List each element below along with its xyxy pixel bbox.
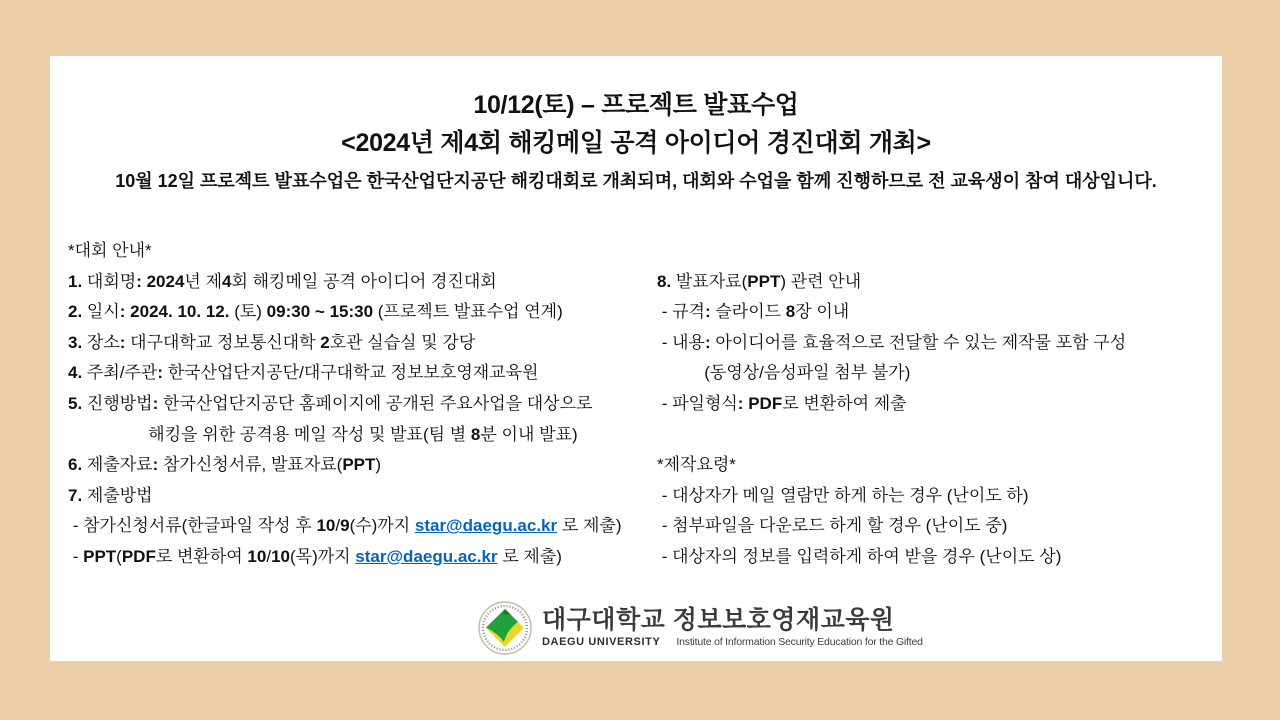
footer-logo bbox=[478, 601, 923, 655]
daegu-university-emblem bbox=[478, 601, 532, 655]
text-segment: (수)까지 bbox=[349, 516, 415, 536]
text-segment: 슬라이드 bbox=[710, 302, 786, 322]
text-segment: 진행방법 bbox=[82, 393, 153, 413]
list-line bbox=[68, 236, 648, 267]
text-segment: : bbox=[704, 332, 711, 352]
text-segment: 1. bbox=[68, 271, 83, 291]
list-line bbox=[657, 450, 1217, 481]
text-segment: 9 bbox=[340, 516, 350, 536]
text-segment: PDF bbox=[121, 546, 156, 566]
list-line bbox=[68, 267, 648, 298]
text-segment: 년 제 bbox=[184, 271, 222, 291]
text-segment: 일시 bbox=[82, 302, 120, 322]
text-segment: 7. bbox=[68, 485, 83, 505]
text-segment: 대회명 bbox=[82, 271, 137, 291]
text-segment: 10 bbox=[316, 516, 336, 536]
text-segment: : bbox=[737, 393, 744, 413]
page-title: 10/12(토) – 프로젝트 발표수업 bbox=[473, 91, 799, 119]
text-segment: - 파일형식 bbox=[657, 393, 738, 413]
text-segment: ) 관련 안내 bbox=[780, 271, 862, 291]
list-line bbox=[657, 389, 1217, 420]
text-segment: 분 이내 발표) bbox=[480, 424, 578, 444]
text-segment: 12. bbox=[205, 302, 230, 322]
text-segment: - 대상자가 메일 열람만 하게 하는 경우 (난이도 하) bbox=[657, 485, 1029, 505]
text-segment: ( bbox=[116, 546, 122, 566]
list-line bbox=[68, 297, 648, 328]
text-segment: (프로젝트 발표수업 연계) bbox=[373, 302, 563, 322]
text-segment: 로 변환하여 제출 bbox=[782, 393, 907, 413]
list-line bbox=[657, 481, 1217, 512]
text-segment: (목)까지 bbox=[289, 546, 356, 566]
contest-info-list bbox=[68, 236, 648, 573]
text-segment: - 첨부파일을 다운로드 하게 할 경우 (난이도 중) bbox=[657, 516, 1008, 536]
text-segment: - 규격 bbox=[657, 302, 705, 322]
text-segment: 4 bbox=[222, 271, 232, 291]
list-line bbox=[68, 328, 648, 359]
list-line bbox=[68, 511, 648, 542]
text-segment: : bbox=[157, 363, 163, 383]
logo-english-subtitle: Institute of Information Security Education for the Gifted bbox=[676, 636, 923, 648]
list-line bbox=[68, 481, 648, 512]
text-segment: : bbox=[119, 332, 126, 352]
text-segment: : bbox=[119, 302, 126, 322]
text-segment: 한국산업단지공단/대구대학교 정보보호영재교육원 bbox=[163, 363, 539, 383]
text-segment: - bbox=[68, 546, 84, 566]
logo-latin-name: DAEGU UNIVERSITY bbox=[542, 636, 661, 648]
text-segment: - 대상자의 정보를 입력하게 하여 받을 경우 (난이도 상) bbox=[657, 546, 1062, 566]
text-segment: 10. bbox=[177, 302, 202, 322]
text-segment: 10 bbox=[247, 546, 267, 566]
text-segment: PDF bbox=[748, 393, 783, 413]
list-line bbox=[657, 297, 1217, 328]
list-line bbox=[657, 420, 1217, 451]
text-segment: 로 제출) bbox=[497, 546, 562, 566]
text-segment: 한국산업단지공단 홈페이지에 공개된 주요사업을 대상으로 bbox=[158, 393, 593, 413]
email-link[interactable]: star@daegu.ac.kr bbox=[355, 546, 498, 566]
text-segment: 해킹을 위한 공격용 메일 작성 및 발표(팀 별 bbox=[68, 424, 471, 444]
list-line bbox=[657, 328, 1217, 359]
text-segment: 호관 실습실 및 강당 bbox=[329, 332, 476, 352]
text-segment: 6. bbox=[68, 455, 83, 475]
text-segment: : bbox=[152, 455, 159, 475]
text-segment: 대구대학교 정보통신대학 bbox=[125, 332, 321, 352]
text-segment: - 내용 bbox=[657, 332, 705, 352]
logo-subtitle-row bbox=[542, 636, 923, 648]
text-segment: / bbox=[266, 546, 272, 566]
page-subtitle: <2024년 제4회 해킹메일 공격 아이디어 경진대회 개최> bbox=[341, 129, 931, 157]
logo-text-block bbox=[542, 608, 923, 648]
text-segment: 로 제출) bbox=[557, 516, 622, 536]
text-segment: 참가신청서류, 발표자료( bbox=[158, 455, 343, 475]
text-segment: : bbox=[704, 302, 711, 322]
text-segment: (동영상/음성파일 첨부 불가) bbox=[657, 363, 911, 383]
text-segment: 제출방법 bbox=[82, 485, 153, 505]
text-segment: : bbox=[152, 393, 159, 413]
text-segment: (토) bbox=[229, 302, 267, 322]
text-segment: 로 변환하여 bbox=[155, 546, 248, 566]
list-line bbox=[657, 511, 1217, 542]
text-segment: PPT bbox=[747, 271, 781, 291]
text-segment: *대회 안내* bbox=[68, 241, 152, 260]
text-segment: : bbox=[136, 271, 142, 291]
text-segment: 제출자료 bbox=[82, 455, 153, 475]
text-segment: PPT bbox=[83, 546, 117, 566]
intro-text: 10월 12일 프로젝트 발표수업은 한국산업단지공단 해킹대회로 개최되며, 대회와 수업을 함께 진행하므로 전 교육생이 참여 대상입니다. bbox=[115, 171, 1157, 191]
list-line bbox=[657, 236, 1217, 267]
text-segment: 8. bbox=[657, 271, 672, 291]
text-segment: 8 bbox=[785, 302, 796, 322]
text-segment: 아이디어를 효율적으로 전달할 수 있는 제작물 포함 구성 bbox=[710, 332, 1127, 352]
text-segment: 10 bbox=[271, 546, 290, 566]
email-link[interactable]: star@daegu.ac.kr bbox=[414, 516, 558, 536]
text-segment: 4. bbox=[68, 363, 83, 383]
list-line bbox=[657, 542, 1217, 573]
logo-korean-name: 대구대학교 정보보호영재교육원 bbox=[542, 606, 895, 634]
text-segment: 5. bbox=[68, 393, 83, 413]
text-segment: 발표자료( bbox=[671, 271, 748, 291]
text-segment: *제작요령* bbox=[657, 455, 736, 475]
list-line bbox=[68, 358, 648, 389]
text-segment: 8 bbox=[470, 424, 481, 444]
text-segment: ~ bbox=[314, 302, 325, 322]
list-line bbox=[657, 267, 1217, 298]
list-line bbox=[68, 420, 648, 451]
list-line bbox=[68, 450, 648, 481]
text-segment: 09:30 bbox=[266, 302, 311, 322]
text-segment: / bbox=[335, 516, 341, 536]
ppt-guideline-list bbox=[657, 236, 1217, 573]
list-line bbox=[68, 389, 648, 420]
text-segment: 2 bbox=[320, 332, 330, 352]
text-segment: 2. bbox=[68, 302, 83, 322]
text-segment: 회 해킹메일 공격 아이디어 경진대회 bbox=[231, 271, 497, 291]
text-segment: 2024 bbox=[146, 271, 185, 291]
content-panel bbox=[50, 56, 1222, 661]
list-line bbox=[68, 542, 648, 573]
list-line bbox=[657, 358, 1217, 389]
text-segment: 주최/주관 bbox=[82, 363, 158, 383]
text-segment: 3. bbox=[68, 332, 83, 352]
text-segment: PPT bbox=[342, 455, 376, 475]
text-segment: - 참가신청서류(한글파일 작성 후 bbox=[68, 516, 317, 536]
text-segment: ) bbox=[375, 455, 382, 475]
text-segment: 15:30 bbox=[329, 302, 374, 322]
text-segment: 2024. bbox=[130, 302, 173, 322]
text-segment: 장소 bbox=[82, 332, 120, 352]
text-segment: 장 이내 bbox=[795, 302, 850, 322]
